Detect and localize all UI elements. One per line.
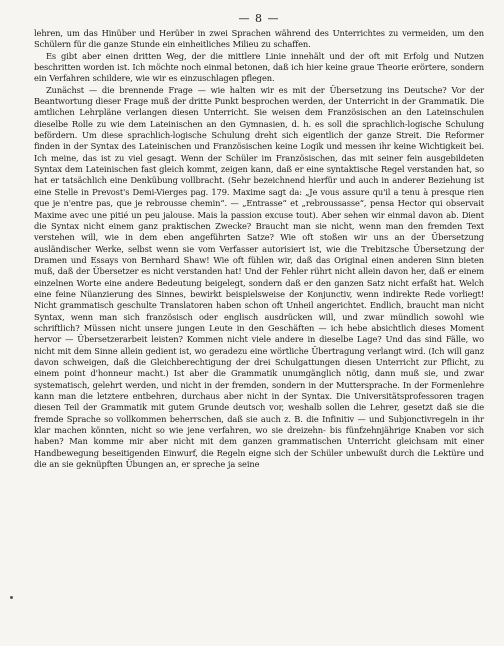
body-text [34, 28, 484, 470]
page-number: — 8 — [238, 12, 280, 25]
paragraph-1: lehren, um das Hinüber und Herüber in zwei Sprachen während des Unterrichtes zu vermeiden, um den Schülern für die ganze Stunde ein einheitliches Milieu zu schaffen. [34, 28, 484, 50]
paragraph-2: Es gibt aber einen dritten Weg, der die mittlere Linie innehält und der oft mit Erfolg und Nutzen beschritten worden ist. Ich möchte noch einmal betonen, daß ich hier keine graue Theorie erörtere, sondern ein Verfahren schildere, wie wir es einzuschlagen pflegen. [34, 50, 484, 84]
scan-speck [10, 596, 13, 599]
paragraph-3: Zunächst — die brennende Frage — wie halten wir es mit der Übersetzung ins Deutsche? Vor der Beantwortung dieser Frage muß der dritte Punkt besprochen werden, der Unterricht in der Grammatik. Die amtlichen Lehrpläne verlangen diesen Unterricht. Sie weisen dem Französischen an den Lateinschulen dieselbe Rolle zu wie dem Lateinischen an den Gymnasien, d. h. es soll die sprachlich-logische Schulung befördern. Um diese sprachlich-logische Schulung dreht sich eigentlich der ganze Streit. Die Reformer finden in der Syntax des Lateinischen und Französischen keine Logik und messen ihr keine Wichtigkeit bei. Ich meine, das ist zu viel gesagt. Wenn der Schüler im Französischen, das mit seiner fein ausgebildeten Syntax dem Lateinischen fast gleich kommt, zeigen kann, daß er eine syntaktische Regel verstanden hat, so hat er tatsächlich eine Denkübung vollbracht. (Sehr bezeichnend hierfür und auch in anderer Beziehung ist eine Stelle in Prevost's Demi-Vierges pag. 179. Maxime sagt da: „Je vous assure qu'il a tenu à presque rien que je n'entre pas, que je rebrousse chemin“. — „Entrasse“ et „rebroussasse“, pensa Hector qui observait Maxime avec une pitié un peu jalouse. Mais la passion excuse tout). Aber sehen wir einmal davon ab. Dient die Syntax nicht einem ganz praktischen Zwecke? Braucht man sie nicht, wenn man den fremden Text verstehen will, wie in dem eben angeführten Satze? Wie oft stoßen wir uns an der Übersetzung ausländischer Werke, selbst wenn sie vom Verfasser autorisiert ist, wie die Trebitzsche Übersetzung der Dramen und Essays von Bernhard Shaw! Wie oft fühlen wir, daß das Original einen anderen Sinn bieten muß, daß der Übersetzer es nicht verstanden hat! Und der Fehler rührt nicht allein davon her, daß er einem einzelnen Worte eine andere Bedeutung beigelegt, sondern daß er den ganzen Satz nicht erfaßt hat. Welch eine feine Nüanzierung des Sinnes, bewirkt beispielsweise der Konjunctiv, wenn indirekte Rede vorliegt! Nicht grammatisch geschulte Translatoren haben schon oft Unheil angerichtet. Endlich, braucht man nicht Syntax, wenn man sich französisch oder englisch ausdrücken will, und zwar mündlich sowohl wie schriftlich? Müssen nicht unsere jungen Leute in den Geschäften — ich hebe absichtlich dieses Moment hervor — Übersetzerarbeit leisten? Kommen nicht viele andere in dieselbe Lage? Und das sind Fälle, wo nicht mit dem Sinne allein gedient ist, wo geradezu eine wörtliche Übertragung verlangt wird. (Ich will ganz davon schweigen, daß die Gleichberechtigung der drei Schulgattungen diesen Unterricht zur Pflicht, zu einem point d'honneur macht.) Ist aber die Grammatik unumgänglich nötig, dann muß sie, und zwar systematisch, gelehrt werden, und nicht in der fremden, sondern in der Muttersprache. In der Formenlehre kann man die letztere entbehren, durchaus aber nicht in der Syntax. Die Universitätsprofessoren tragen diesen Teil der Grammatik mit gutem Grunde deutsch vor, weshalb sollen die Lehrer, gesetzt daß sie die fremde Sprache so vollkommen beherrschen, daß sie auch z. B. die Infinitiv — und Subjonctivregeln in ihr klar machen könnten, nicht so wie jene verfahren, wo sie dreizehn- bis fünfzehnjährige Knaben vor sich haben? Man komme mir aber nicht mit dem ganzen grammatischen Unterricht gleichsam mit einer Handbewegung beseitigenden Einwurf, die Regeln eigne sich der Schüler unbewußt durch die Lektüre und die an sie geknüpften Übungen an, er spreche ja seine [34, 84, 484, 470]
